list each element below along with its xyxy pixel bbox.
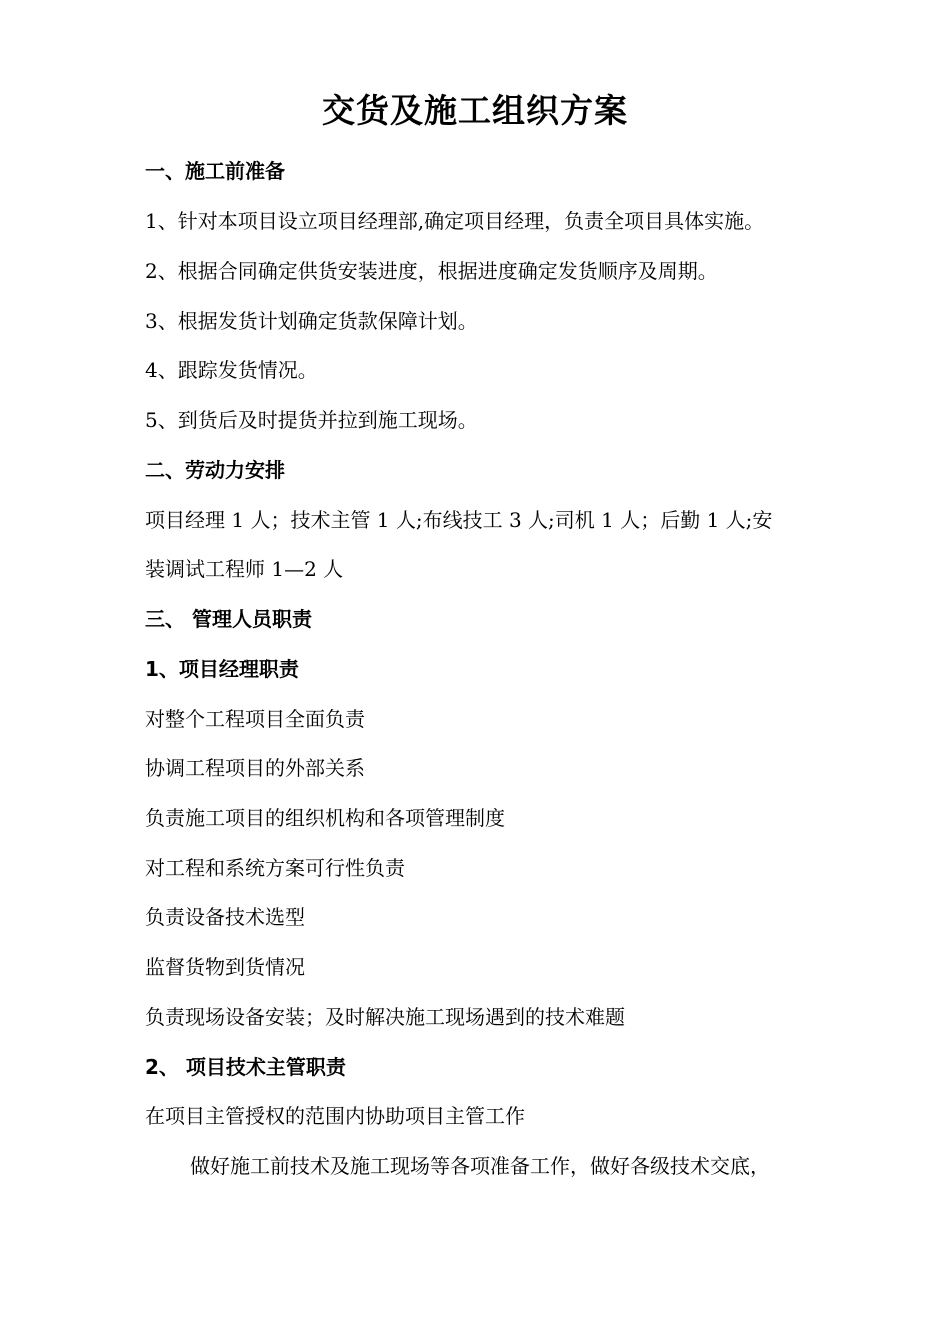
section-2-heading: 二、劳动力安排: [145, 458, 285, 482]
subsection-3-1-item-1: 对整个工程项目全面负责: [145, 707, 365, 731]
subsection-3-1-item-2: 协调工程项目的外部关系: [145, 756, 365, 780]
section-1-item-2: 2、根据合同确定供货安装进度，根据进度确定发货顺序及周期。: [145, 259, 718, 283]
subsection-3-2-item-2: 做好施工前技术及施工现场等各项准备工作，做好各级技术交底，: [190, 1154, 770, 1178]
subsection-3-1-item-5: 负责设备技术选型: [145, 905, 305, 929]
section-1-item-4: 4、跟踪发货情况。: [145, 358, 318, 382]
subsection-3-1-heading: 1、项目经理职责: [145, 657, 299, 681]
section-1-item-3: 3、根据发货计划确定货款保障计划。: [145, 309, 478, 333]
section-1-item-1: 1、针对本项目设立项目经理部,确定项目经理，负责全项目具体实施。: [145, 209, 765, 233]
subsection-3-1-item-6: 监督货物到货情况: [145, 955, 305, 979]
subsection-3-1-item-4: 对工程和系统方案可行性负责: [145, 856, 405, 880]
section-1-heading: 一、施工前准备: [145, 159, 285, 183]
section-2-line-1: 项目经理 1 人；技术主管 1 人;布线技工 3 人;司机 1 人；后勤 1 人;安: [145, 508, 773, 532]
subsection-3-1-item-7: 负责现场设备安装；及时解决施工现场遇到的技术难题: [145, 1005, 625, 1029]
subsection-3-1-item-3: 负责施工项目的组织机构和各项管理制度: [145, 806, 505, 830]
section-2-line-2: 装调试工程师 1—2 人: [145, 557, 344, 581]
subsection-3-2-heading: 2、 项目技术主管职责: [145, 1055, 346, 1079]
subsection-3-2-item-1: 在项目主管授权的范围内协助项目主管工作: [145, 1104, 525, 1128]
section-1-item-5: 5、到货后及时提货并拉到施工现场。: [145, 408, 478, 432]
document-title: 交货及施工组织方案: [322, 91, 628, 130]
section-3-heading: 三、 管理人员职责: [145, 607, 312, 631]
